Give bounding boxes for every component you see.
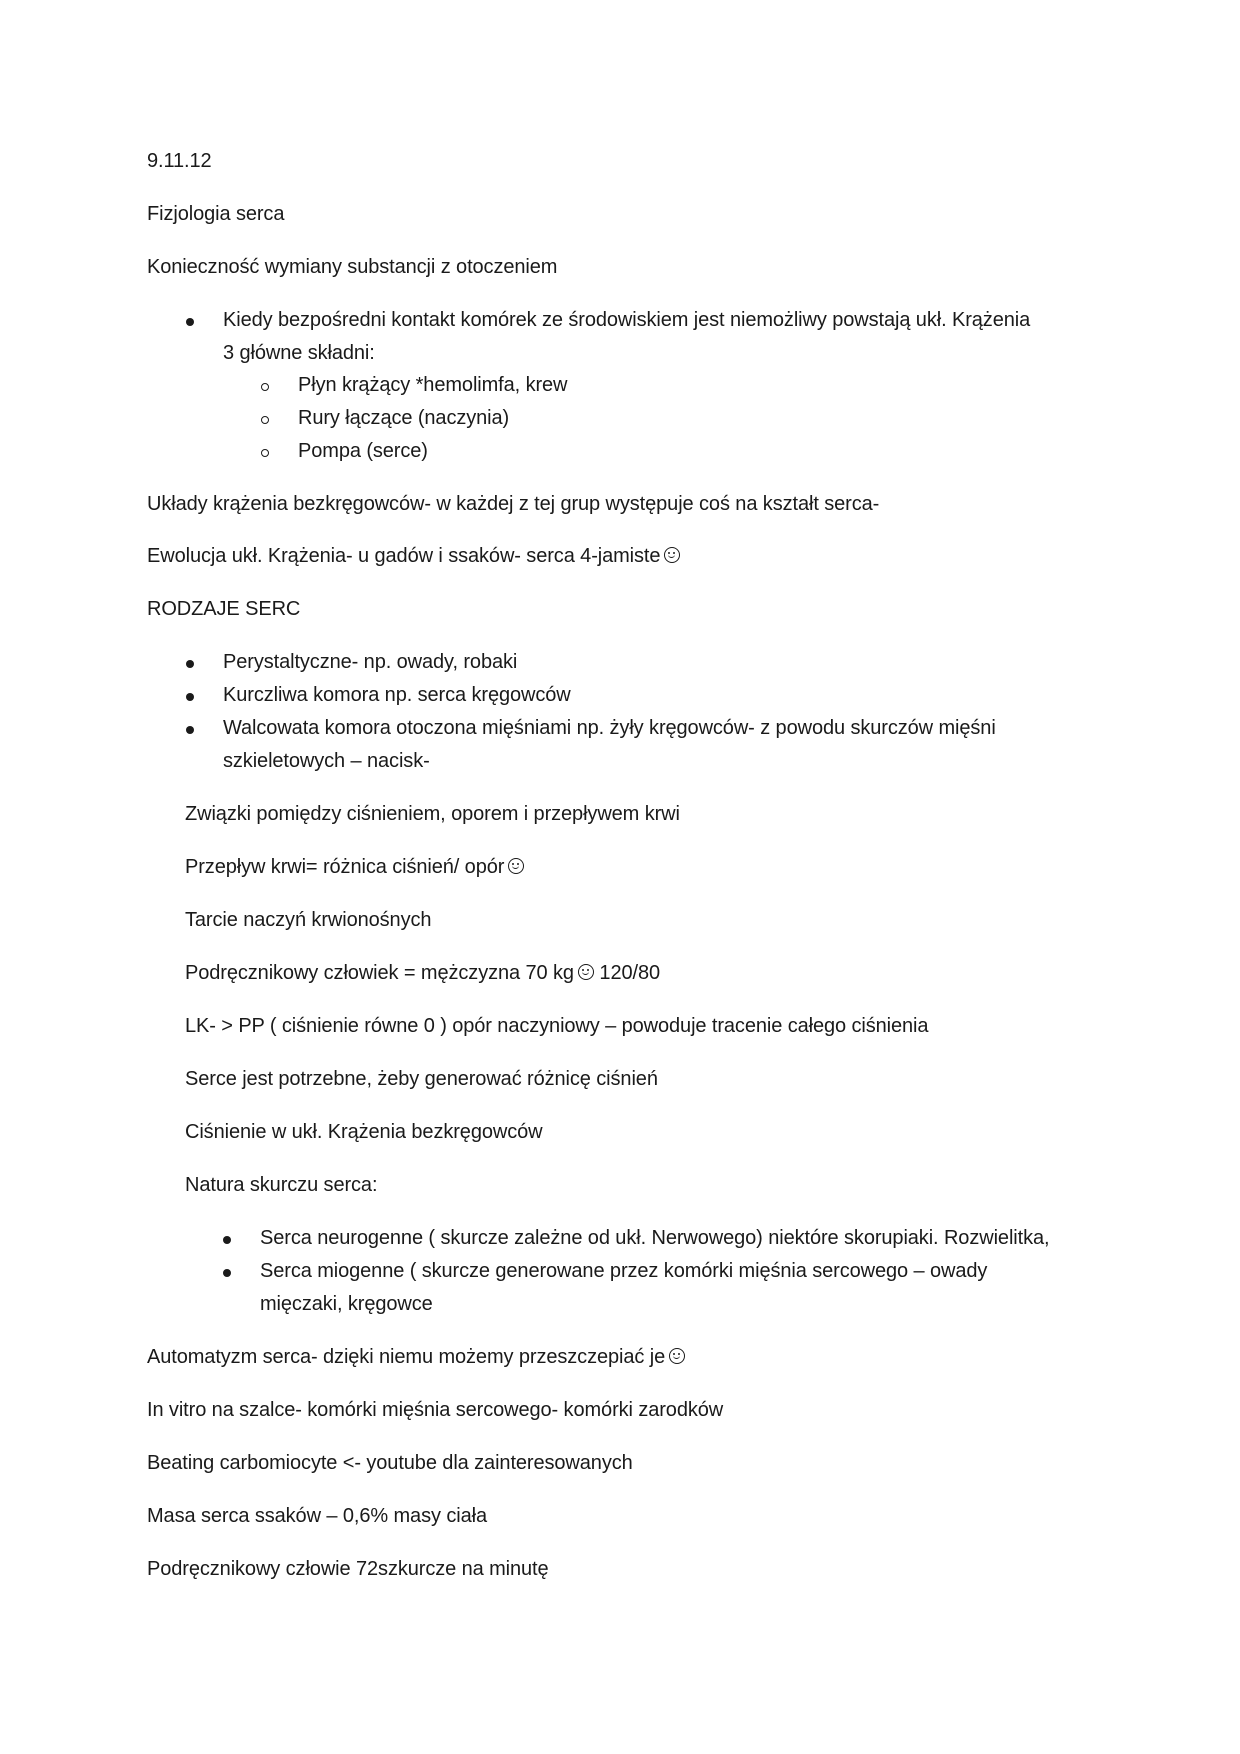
bullet-circle-icon [261, 371, 269, 399]
para-in-vitro: In vitro na szalce- komórki mięśnia sercowego- komórki zarodków [147, 1399, 724, 1421]
page-title: Fizjologia serca [147, 203, 285, 225]
bullet-disc-icon [186, 648, 194, 676]
contraction-myogenic-line2: mięczaki, kręgowce [260, 1293, 433, 1315]
smiley-icon [664, 547, 680, 563]
subitem-vessels: Rury łączące (naczynia) [298, 407, 510, 429]
para-evolution: Ewolucja ukł. Krążenia- u gadów i ssaków- serca 4-jamiste [147, 542, 680, 570]
para-mass: Masa serca ssaków – 0,6% masy ciała [147, 1505, 487, 1527]
contraction-myogenic-line1: Serca miogenne ( skurcze generowane przez komórki mięśnia sercowego – owady [260, 1260, 988, 1282]
intro-bullet-line1: Kiedy bezpośredni kontakt komórek ze środowiskiem jest niemożliwy powstają ukł. Krążenia [223, 309, 1031, 331]
heart-needed-line: Serce jest potrzebne, żeby generować różnicę ciśnień [185, 1068, 658, 1090]
friction-line: Tarcie naczyń krwionośnych [185, 909, 432, 931]
para-invertebrates: Układy krążenia bezkręgowców- w każdej z tej grup występuje coś na kształt serca- [147, 493, 880, 515]
bullet-disc-icon [223, 1257, 231, 1285]
smiley-icon [508, 858, 524, 874]
para-rate: Podręcznikowy człowie 72szkurcze na minutę [147, 1558, 549, 1580]
subitem-fluid: Płyn krążący *hemolimfa, krew [298, 374, 568, 396]
smiley-icon [669, 1348, 685, 1364]
heart-types-heading: RODZAJE SERC [147, 598, 301, 620]
heart-type-cylindrical-line1: Walcowata komora otoczona mięśniami np. żyły kręgowców- z powodu skurczów mięśni [223, 717, 996, 739]
bullet-disc-icon [223, 1224, 231, 1252]
contraction-neurogenic: Serca neurogenne ( skurcze zależne od ukł. Nerwowego) niektóre skorupiaki. Rozwielitka, [260, 1227, 1050, 1249]
bullet-circle-icon [261, 437, 269, 465]
intro-heading: Konieczność wymiany substancji z otoczeniem [147, 256, 558, 278]
textbook-human-line: Podręcznikowy człowiek = mężczyzna 70 kg 120/80 [185, 962, 660, 984]
intro-bullet-line2: 3 główne składni: [223, 342, 375, 364]
lk-pp-line: LK- > PP ( ciśnienie równe 0 ) opór naczyniowy – powoduje tracenie całego ciśnienia [185, 1015, 929, 1037]
bullet-disc-icon [186, 681, 194, 709]
relations-line: Związki pomiędzy ciśnieniem, oporem i przepływem krwi [185, 803, 680, 825]
bullet-disc-icon [186, 306, 194, 334]
bullet-circle-icon [261, 404, 269, 432]
para-automatism: Automatyzm serca- dzięki niemu możemy przeszczepiać je [147, 1343, 685, 1371]
heart-type-chamber: Kurczliwa komora np. serca kręgowców [223, 684, 571, 706]
heart-type-peristaltic: Perystaltyczne- np. owady, robaki [223, 651, 518, 673]
smiley-icon [578, 964, 594, 980]
flow-formula-line: Przepływ krwi= różnica ciśnień/ opór [185, 853, 524, 881]
contraction-nature-line: Natura skurczu serca: [185, 1174, 378, 1196]
para-beating: Beating carbomiocyte <- youtube dla zainteresowanych [147, 1452, 633, 1474]
pressure-invertebrates-line: Ciśnienie w ukł. Krążenia bezkręgowców [185, 1121, 543, 1143]
heart-type-cylindrical-line2: szkieletowych – nacisk- [223, 750, 430, 772]
subitem-pump: Pompa (serce) [298, 440, 428, 462]
date-heading: 9.11.12 [147, 150, 212, 172]
bullet-disc-icon [186, 714, 194, 742]
